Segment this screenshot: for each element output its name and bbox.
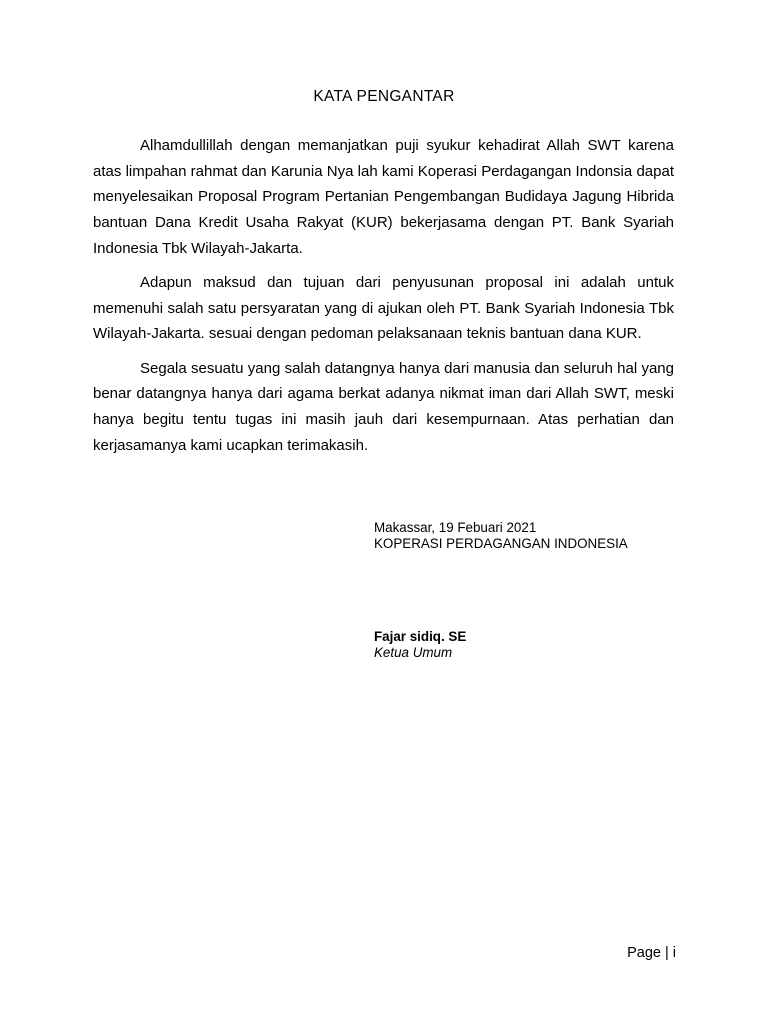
document-body bbox=[93, 133, 674, 467]
place-date: Makassar, 19 Febuari 2021 bbox=[374, 520, 537, 535]
signature-block bbox=[374, 520, 628, 661]
signatory-name: Fajar sidiq. SE bbox=[374, 629, 467, 644]
paragraph-3: Segala sesuatu yang salah datangnya hanya dari manusia dan seluruh hal yang benar datangnya hanya dari agama berkat adanya nikmat iman dari Allah SWT, meski hanya begitu tentu tugas ini masih jauh dari kesempurnaan. Atas perhatian dan kerjasamanya kami ucapkan terimakasih. bbox=[93, 359, 674, 454]
paragraph-2: Adapun maksud dan tujuan dari penyusunan proposal ini adalah untuk memenuhi salah satu persyaratan yang di ajukan oleh PT. Bank Syariah Indonesia Tbk Wilayah-Jakarta. sesuai dengan pedoman pelaksanaan teknis bantuan dana KUR. bbox=[93, 274, 674, 343]
paragraph-1: Alhamdullillah dengan memanjatkan puji syukur kehadirat Allah SWT karena atas limpahan rahmat dan Karunia Nya lah kami Koperasi Perdagangan Indonsia dapat menyelesaikan Proposal Program Pertanian Pengembangan Budidaya Jagung Hibrida bantuan Dana Kredit Usaha Rakyat (KUR) bekerjasama dengan PT. Bank Syariah Indonesia Tbk Wilayah-Jakarta. bbox=[93, 137, 674, 257]
signatory-role: Ketua Umum bbox=[374, 645, 453, 660]
page-number: Page | i bbox=[627, 945, 676, 961]
organization-name: KOPERASI PERDAGANGAN INDONESIA bbox=[374, 536, 628, 551]
page-title: KATA PENGANTAR bbox=[313, 88, 455, 105]
